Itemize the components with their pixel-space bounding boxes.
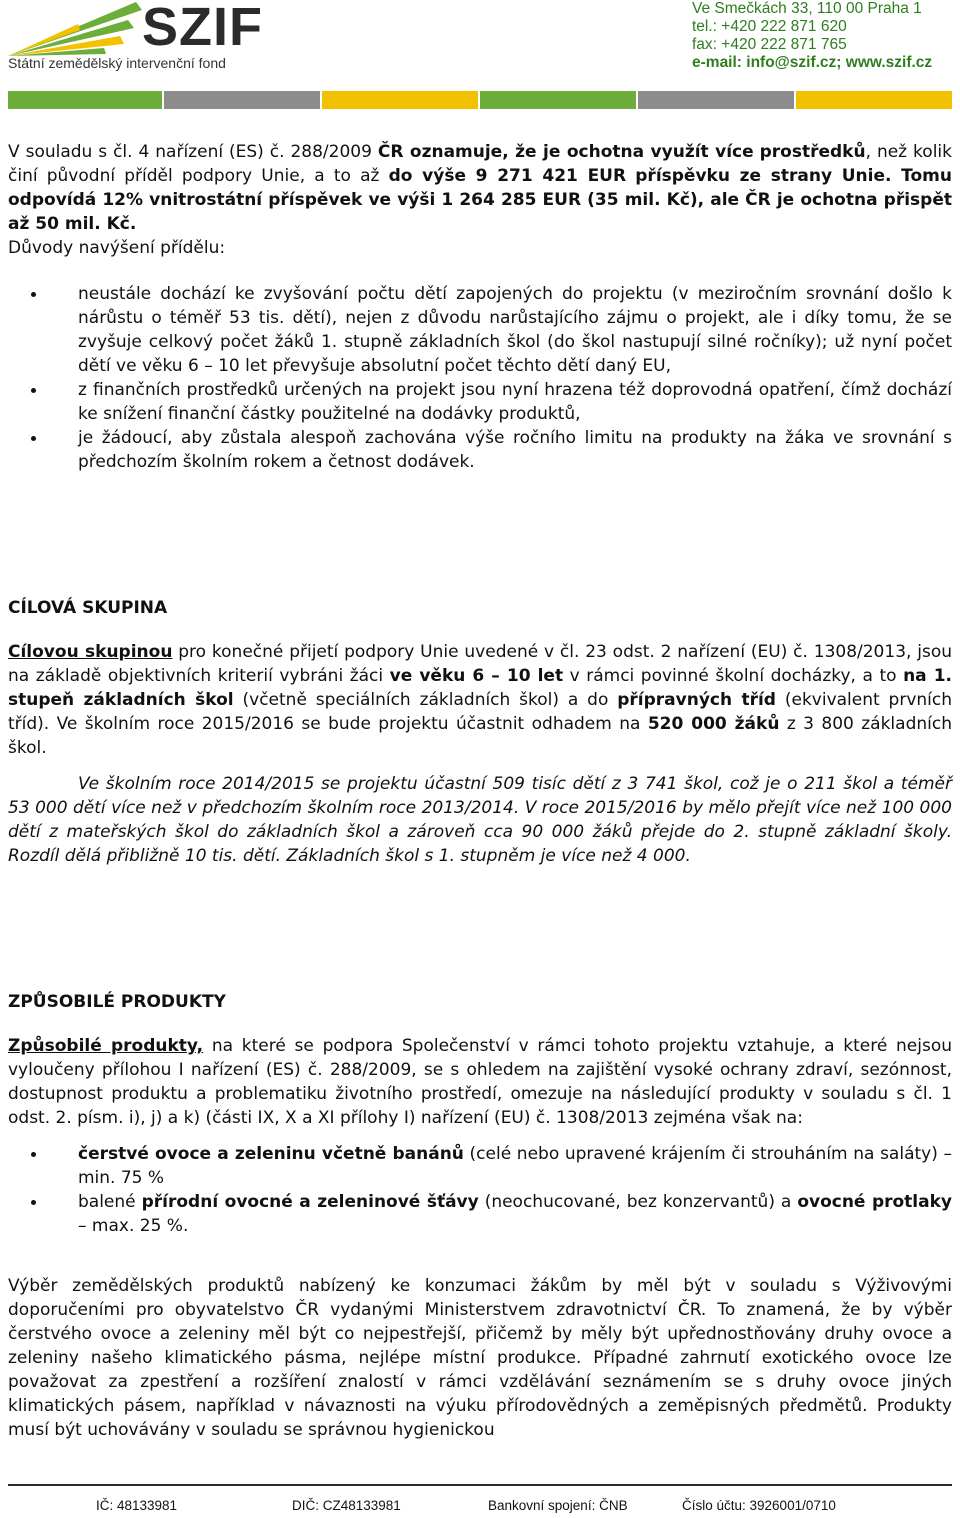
wheat-rays-icon [8, 2, 148, 56]
products-section [8, 1034, 952, 1442]
stripe-green [8, 91, 162, 109]
logo-subtitle: Státní zemědělský intervenční fond [8, 55, 226, 71]
list-item: balené přírodní ovocné a zeleninové šťávy (neochucované, bez konzervantů) a ovocné protlaky – max. 25 %. [8, 1190, 952, 1238]
intro-paragraph: V souladu s čl. 4 nařízení (ES) č. 288/2009 ČR oznamuje, že je ochotna využít více prostředků, než kolik činí původní příděl podpory Unie, a to až do výše 9 271 421 EUR příspěvku ze strany Unie. Tomu odpovídá 12% vnitrostátní příspěvek ve výši 1 264 285 EUR (35 mil. Kč), ale ČR je ochotna přispět až 50 mil. Kč. [8, 142, 952, 234]
list-item: čerstvé ovoce a zeleninu včetně banánů (celé nebo upravené krájením či strouháním na saláty) – min. 75 % [8, 1142, 952, 1190]
products-heading: ZPŮSOBILÉ PRODUKTY [8, 992, 226, 1012]
contact-email[interactable]: e-mail: info@szif.cz; www.szif.cz [692, 54, 933, 71]
intro-section [8, 140, 952, 474]
reasons-label: Důvody navýšení přídělu: [8, 238, 226, 258]
footer-dic: DIČ: CZ48133981 [292, 1498, 401, 1513]
list-item: je žádoucí, aby zůstala alespoň zachována výše ročního limitu na produkty na žáka ve srovnání s předchozím školním rokem a četnost dodávek. [8, 426, 952, 474]
stripe-gray [164, 91, 320, 109]
products-paragraph: Způsobilé produkty, na které se podpora Společenství v rámci tohoto projektu vztahuje, a které nejsou vyloučeny přílohou I nařízení (ES) č. 288/2009, se s ohledem na zajištění vysoké ochrany zdraví, sezónnost, dostupnost produktu a problematiku životního prostředí, omezuje na následující produkty v souladu s čl. 1 odst. 2. písm. i), j) a k) (části IX, X a XI přílohy I) nařízení (EU) č. 1308/2013 zejména však na: [8, 1036, 952, 1128]
target-section [8, 640, 952, 868]
stripe-yellow-2 [796, 91, 952, 109]
products-closing-paragraph: Výběr zemědělských produktů nabízený ke konzumaci žákům by měl být v souladu s Výživovými doporučeními pro obyvatelstvo ČR vydanými Ministerstvem zdravotnictví ČR. To znamená, že by výběr čerstvého ovoce a zeleniny měl být co nejpestřejší, přičemž by měly být upřednostňovány druhy ovoce a zeleniny našeho klimatického pásma, nejlépe místní produkce. Případné zahrnutí exotického ovoce lze považovat za zpestření a rozšíření znalostí v rámci vzdělávání seznámením se s druhy ovoce jiných klimatických pásem, například v návaznosti na výuku přírodovědných a zeměpisných předmětů. Produkty musí být uchovávány v souladu se správnou hygienickou [8, 1276, 952, 1440]
footer-account: Číslo účtu: 3926001/0710 [682, 1498, 836, 1513]
products-list [8, 1142, 952, 1238]
target-italic-note: Ve školním roce 2014/2015 se projektu účastní 509 tisíc dětí z 3 741 škol, což je o 211 škol a téměř 53 000 dětí více než v předchozím školním roce 2013/2014. V roce 2015/2016 by mělo přejít více než 100 000 dětí z mateřských škol do základních škol a zároveň cca 90 000 žáků přejde do 2. stupně základní školy. Rozdíl dělá přibližně 10 tis. dětí. Základních škol s 1. stupněm je více než 4 000. [8, 774, 952, 866]
target-paragraph: Cílovou skupinou pro konečné přijetí podpory Unie uvedené v čl. 23 odst. 2 nařízení (EU) č. 1308/2013, jsou na základě objektivních kriterií vybráni žáci ve věku 6 – 10 let v rámci povinné školní docházky, a to na 1. stupeň základních škol (včetně speciálních základních škol) a do přípravných tříd (ekvivalent prvních tříd). Ve školním roce 2015/2016 se bude projektu účastnit odhadem na 520 000 žáků z 3 800 základních škol. [8, 642, 952, 758]
target-heading: CÍLOVÁ SKUPINA [8, 598, 168, 618]
contact-tel: tel.: +420 222 871 620 [692, 18, 847, 35]
footer-divider [8, 1484, 952, 1486]
stripe-gray-2 [638, 91, 794, 109]
logo-wordmark: SZIF [142, 0, 263, 57]
footer-ic: IČ: 48133981 [96, 1498, 178, 1513]
stripe-yellow [322, 91, 478, 109]
contact-block [692, 0, 952, 72]
contact-address: Ve Smečkách 33, 110 00 Praha 1 [692, 0, 922, 17]
list-item: neustále dochází ke zvyšování počtu dětí zapojených do projektu (v meziročním srovnání došlo k nárůstu o téměř 53 tis. dětí), nejen z důvodu narůstajícího zájmu o projekt, ale i díky tomu, že se zvyšuje celkový počet žáků 1. stupně základních škol (do škol nastupují silné ročníky); už nyní počet dětí ve věku 6 – 10 let převyšuje absolutní počet těchto dětí daný EU, [8, 282, 952, 378]
contact-fax: fax: +420 222 871 765 [692, 36, 847, 53]
reasons-list [8, 282, 952, 474]
stripe-green-2 [480, 91, 636, 109]
footer-bank: Bankovní spojení: ČNB [488, 1498, 628, 1513]
list-item: z finančních prostředků určených na projekt jsou nyní hrazena též doprovodná opatření, čímž dochází ke snížení finanční částky použitelné na dodávky produktů, [8, 378, 952, 426]
